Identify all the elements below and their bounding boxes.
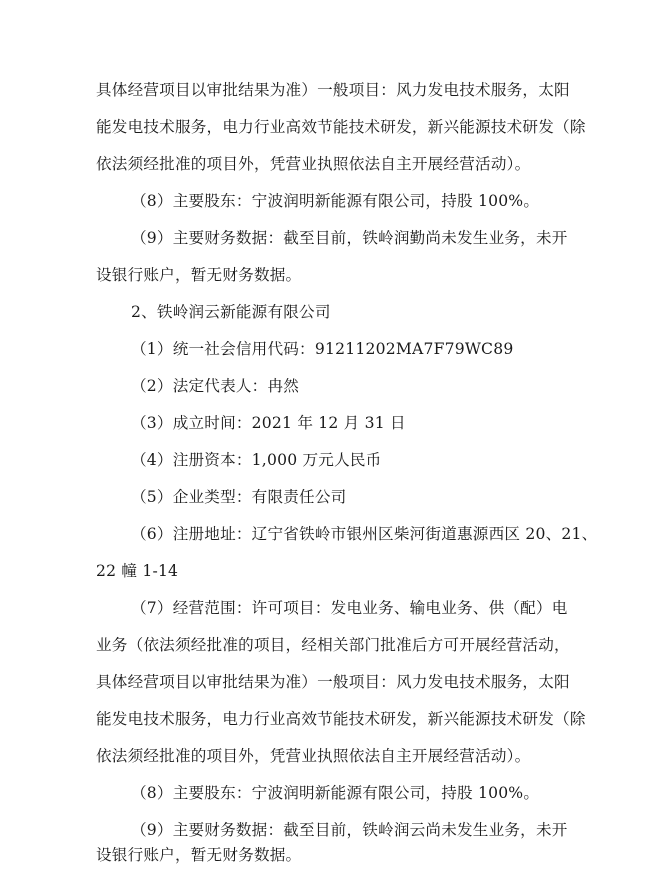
text-line-11: （4）注册资本：1,000 万元人民币 <box>131 451 382 469</box>
text-line-20: （8）主要股东：宁波润明新能源有限公司，持股 100%。 <box>131 784 540 802</box>
text-line-6: 设银行账户，暂无财务数据。 <box>96 266 302 284</box>
text-line-12: （5）企业类型：有限责任公司 <box>131 488 347 506</box>
text-line-3: 依法须经批准的项目外，凭营业执照依法自主开展经营活动）。 <box>96 155 531 173</box>
text-line-19: 依法须经批准的项目外，凭营业执照依法自主开展经营活动）。 <box>96 747 531 765</box>
text-line-22: 设银行账户，暂无财务数据。 <box>96 846 302 864</box>
text-line-4: （8）主要股东：宁波润明新能源有限公司，持股 100%。 <box>131 192 540 210</box>
text-line-9: （2）法定代表人：冉然 <box>131 377 300 395</box>
section-heading: 2、铁岭润云新能源有限公司 <box>131 303 331 321</box>
text-line-10: （3）成立时间：2021 年 12 月 31 日 <box>131 414 406 432</box>
text-line-18: 能发电技术服务，电力行业高效节能技术研发，新兴能源技术研发（除 <box>96 710 586 728</box>
text-line-13: （6）注册地址：辽宁省铁岭市银州区柴河街道惠源西区 20、21、 <box>131 525 598 543</box>
text-line-21: （9）主要财务数据：截至目前，铁岭润云尚未发生业务，未开 <box>131 821 568 839</box>
text-line-15: （7）经营范围：许可项目：发电业务、输电业务、供（配）电 <box>131 599 568 617</box>
text-line-14: 22 幢 1-14 <box>96 562 179 580</box>
text-line-5: （9）主要财务数据：截至目前，铁岭润勤尚未发生业务，未开 <box>131 229 568 247</box>
text-line-16: 业务（依法须经批准的项目，经相关部门批准后方可开展经营活动， <box>96 636 570 654</box>
text-line-1: 具体经营项目以审批结果为准）一般项目：风力发电技术服务，太阳 <box>96 81 570 99</box>
text-line-2: 能发电技术服务，电力行业高效节能技术研发，新兴能源技术研发（除 <box>96 118 586 136</box>
text-line-8: （1）统一社会信用代码：91211202MA7F79WC89 <box>131 340 514 358</box>
text-line-17: 具体经营项目以审批结果为准）一般项目：风力发电技术服务，太阳 <box>96 673 570 691</box>
